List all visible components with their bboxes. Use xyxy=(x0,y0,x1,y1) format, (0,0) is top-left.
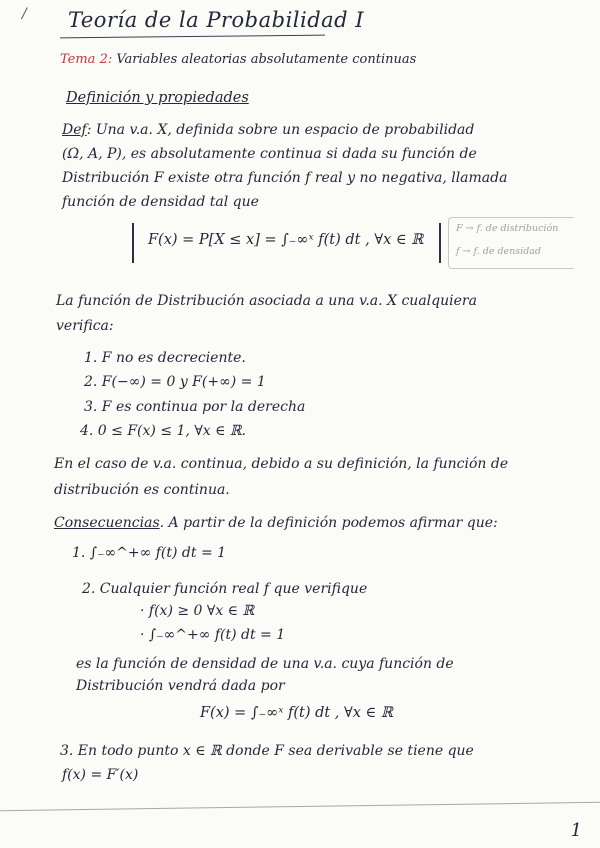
corner-mark: / xyxy=(22,6,27,22)
definition-line-3: Distribución F existe otra función f real y no negativa, llamada xyxy=(62,170,508,186)
definition-line-1: Def: Una v.a. X, definida sobre un espacio de probabilidad xyxy=(62,122,475,138)
topic-heading xyxy=(60,52,416,67)
page-title: Teoría de la Probabilidad I xyxy=(68,8,365,32)
definition-line-4: función de densidad tal que xyxy=(62,194,259,210)
definition-line-2: (Ω, A, P), es absolutamente continua si dada su función de xyxy=(62,146,477,162)
continuity-note-1: En el caso de v.a. continua, debido a su definición, la función de xyxy=(54,456,509,472)
distribution-intro-2: verifica: xyxy=(56,318,114,334)
margin-note-2: f → f. de densidad xyxy=(456,246,542,257)
consequence-2-formula: F(x) = ∫₋∞ˣ f(t) dt , ∀x ∈ ℝ xyxy=(200,705,393,721)
title-underline xyxy=(60,35,325,39)
consequences-heading: Consecuencias. A partir de la definición podemos afirmar que: xyxy=(54,515,498,531)
consequence-2-bullet-1: · f(x) ≥ 0 ∀x ∈ ℝ xyxy=(140,603,255,619)
property-1: 1. F no es decreciente. xyxy=(84,350,246,366)
consequence-3-line-1: 3. En todo punto x ∈ ℝ donde F sea derivable se tiene que xyxy=(60,743,474,759)
property-2: 2. F(−∞) = 0 y F(+∞) = 1 xyxy=(84,374,266,390)
consequences-label: Consecuencias xyxy=(54,515,160,531)
margin-note-1: F → f. de distribución xyxy=(456,223,559,234)
distribution-intro-1: La función de Distribución asociada a una v.a. X cualquiera xyxy=(56,293,477,309)
consequence-1: 1. ∫₋∞^+∞ f(t) dt = 1 xyxy=(72,545,227,561)
definition-formula: F(x) = P[X ≤ x] = ∫₋∞ˣ f(t) dt , ∀x ∈ ℝ xyxy=(148,232,424,248)
consequence-2-intro: 2. Cualquier función real f que verifique xyxy=(82,581,368,597)
property-3: 3. F es continua por la derecha xyxy=(84,399,306,415)
topic-label: Tema 2: xyxy=(60,52,113,67)
topic-text: Variables aleatorias absolutamente continuas xyxy=(116,52,417,67)
consequence-2-text-1: es la función de densidad de una v.a. cuya función de xyxy=(76,656,454,672)
page-number: 1 xyxy=(570,820,582,841)
property-4: 4. 0 ≤ F(x) ≤ 1, ∀x ∈ ℝ. xyxy=(80,423,247,439)
continuity-note-2: distribución es continua. xyxy=(54,482,230,498)
consequence-3-line-2: f(x) = F′(x) xyxy=(62,767,139,783)
consequence-2-bullet-2: · ∫₋∞^+∞ f(t) dt = 1 xyxy=(140,627,286,643)
section-heading: Definición y propiedades xyxy=(66,90,249,106)
definition-label: Def xyxy=(62,122,87,138)
consequence-2-text-2: Distribución vendrá dada por xyxy=(76,678,285,694)
page-edge-line xyxy=(0,802,600,811)
